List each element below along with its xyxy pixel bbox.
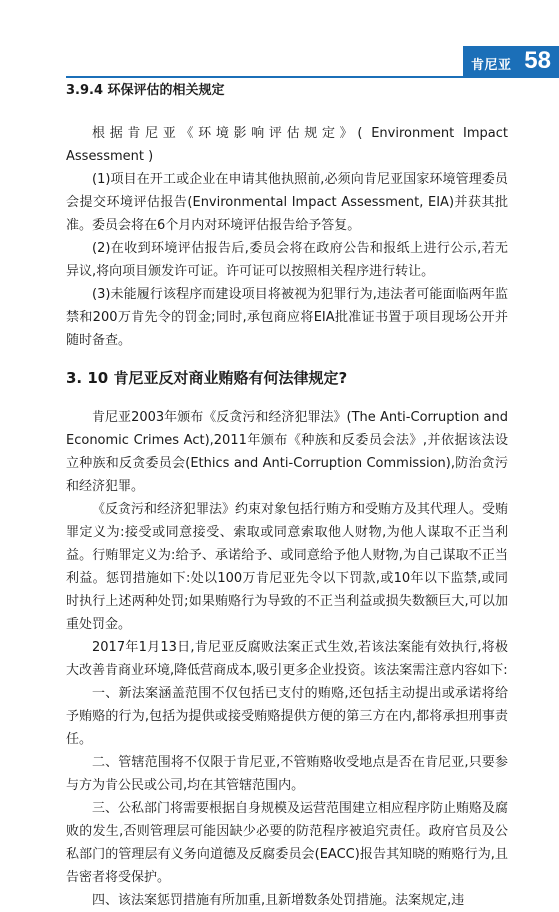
paragraph: (3)未能履行该程序而建设项目将被视为犯罪行为,违法者可能面临两年监禁和200万肯先令的罚金;同时,承包商应将EIA批准证书置于项目现场公开并随时备查。 [66, 287, 508, 348]
paragraph: (1)项目在开工或企业在申请其他执照前,必须向肯尼亚国家环境管理委员会提交环境评估报告(Environmental Impact Assessment, EIA)并获其批准。委员会将在6个月内对环境评估报告给予答复。 [66, 172, 508, 233]
page-number: 58 [524, 47, 551, 74]
paragraph: 2017年1月13日,肯尼亚反腐败法案正式生效,若该法案能有效执行,将极大改善肯商业环境,降低营商成本,吸引更多企业投资。该法案需注意内容如下: [66, 640, 508, 678]
section-heading: 3. 10 肯尼亚反对商业贿赂有何法律规定? [66, 369, 348, 387]
paragraph: (2)在收到环境评估报告后,委员会将在政府公告和报纸上进行公示,若无异议,将向项目颁发许可证。许可证可以按照相关程序进行转让。 [66, 241, 508, 279]
page-header [0, 46, 559, 78]
paragraph: 二、管辖范围将不仅限于肯尼亚,不管贿赂收受地点是否在肯尼亚,只要参与方为肯公民或公司,均在其管辖范围内。 [66, 755, 508, 793]
subsection-heading: 3.9.4 环保评估的相关规定 [66, 83, 225, 98]
paragraph: 肯尼亚2003年颁布《反贪污和经济犯罪法》(The Anti-Corruption and Economic Crimes Act),2011年颁布《种族和反委员会法》,并依据该法设立种族和反贪委员会(Ethics and Anti-Corruption Commission),防治贪污和经济犯罪。 [66, 410, 508, 494]
header-rule [66, 76, 463, 78]
paragraph: 三、公私部门将需要根据自身规模及运营范围建立相应程序防止贿赂及腐败的发生,否则管理层可能因缺少必要的防范程序被追究责任。政府官员及公私部门的管理层有义务向道德及反腐委员会(EACC)报告其知晓的贿赂行为,且告密者将受保护。 [66, 801, 509, 885]
page-body [66, 80, 508, 912]
running-title: 肯尼亚 [471, 58, 512, 73]
paragraph: 四、该法案惩罚措施有所加重,且新增数条处罚措施。法案规定,违 [92, 893, 465, 908]
paragraph: 一、新法案涵盖范围不仅包括已支付的贿赂,还包括主动提出或承诺将给予贿赂的行为,包括为提供或接受贿赂提供方便的第三方在内,都将承担刑事责任。 [66, 686, 508, 747]
paragraph: 《反贪污和经济犯罪法》约束对象包括行贿方和受贿方及其代理人。受贿罪定义为:接受或同意接受、索取或同意索取他人财物,为他人谋取不正当利益。行贿罪定义为:给予、承诺给予、或同意给予他人财物,为自己谋取不正当利益。惩罚措施如下:处以100万肯尼亚先令以下罚款,或10年以下监禁,或同时执行上述两种处罚;如果贿赂行为导致的不正当利益或损失数额巨大,可以加重处罚金。 [66, 502, 509, 632]
paragraph: 根据肯尼亚《环境影响评估规定》( Environment Impact Assessment ) [66, 126, 508, 164]
header-tab [463, 46, 559, 78]
